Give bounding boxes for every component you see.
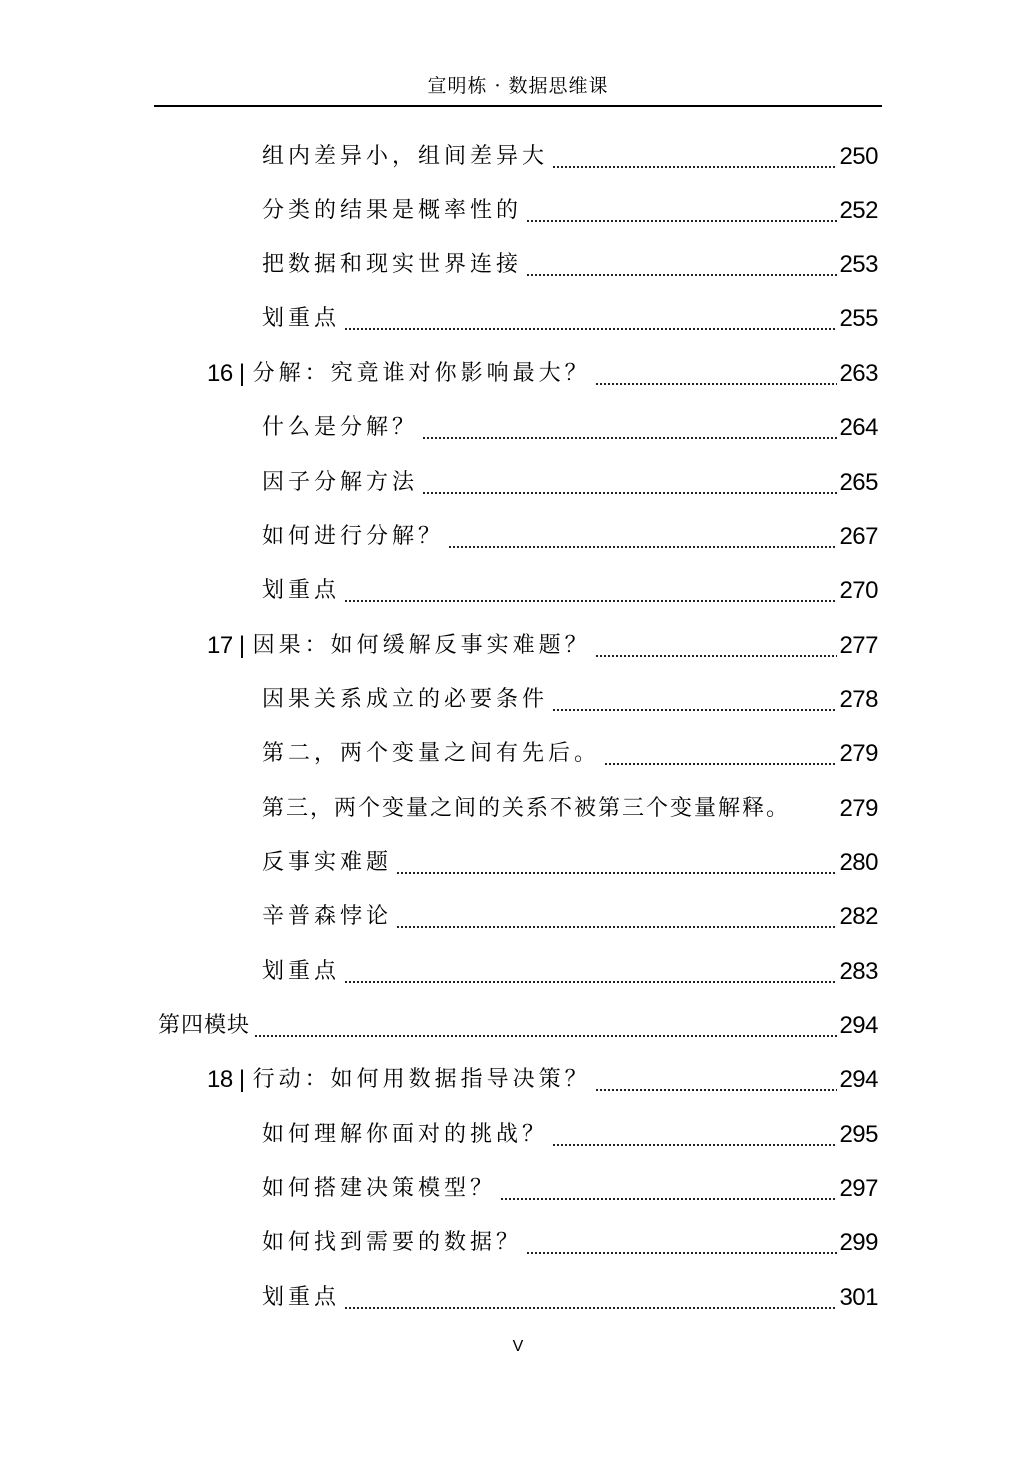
toc-entry[interactable] [262, 514, 878, 554]
toc-entry-page: 283 [839, 958, 878, 985]
toc-leader-dots [344, 1281, 837, 1315]
toc-leader-dots [595, 357, 838, 391]
toc-entry-page: 264 [839, 414, 878, 441]
toc-entry-title: 第二，两个变量之间有先后。 [262, 741, 601, 766]
toc-entry[interactable] [262, 786, 878, 826]
toc-entry-page: 295 [839, 1121, 878, 1148]
toc-entry[interactable] [262, 296, 878, 336]
toc-entry-title: 行动：如何用数据指导决策？ [252, 1067, 591, 1092]
toc-leader-dots [552, 140, 837, 174]
toc-leader-dots [254, 1009, 837, 1043]
toc-entry-page: 270 [839, 577, 878, 604]
toc-entry[interactable] [262, 568, 878, 608]
toc-entry[interactable] [262, 731, 878, 771]
toc-entry-page: 280 [839, 849, 878, 876]
toc-entry-title: 辛普森悖论 [262, 904, 393, 929]
toc-entry-title: 反事实难题 [262, 850, 393, 875]
toc-leader-dots [552, 1118, 837, 1152]
toc-leader-dots [552, 683, 837, 717]
toc-entry-title: 如何找到需要的数据？ [262, 1230, 523, 1255]
toc-entry[interactable] [262, 460, 878, 500]
toc-entry-page: 277 [839, 632, 878, 659]
toc-entry-title: 如何理解你面对的挑战？ [262, 1122, 549, 1147]
toc-entry-page: 279 [839, 740, 878, 767]
toc-entry-page: 252 [839, 197, 878, 224]
toc-entry-page: 263 [839, 360, 878, 387]
toc-entry-title: 因果关系成立的必要条件 [262, 687, 549, 712]
toc-entry-page: 279 [839, 795, 878, 822]
toc-entry[interactable] [262, 677, 878, 717]
toc-entry[interactable] [262, 242, 878, 282]
toc-entry-title: 如何搭建决策模型？ [262, 1176, 497, 1201]
toc-leader-dots [344, 955, 837, 989]
toc-leader-dots [396, 900, 837, 934]
toc-module-entry[interactable] [158, 1003, 878, 1043]
toc-entry-page: 294 [839, 1066, 878, 1093]
toc-leader-dots [344, 302, 837, 336]
toc-entry[interactable] [262, 1166, 878, 1206]
toc-entry-page: 253 [839, 251, 878, 278]
toc-entry-title: 如何进行分解？ [262, 524, 445, 549]
toc-entry[interactable] [262, 134, 878, 174]
toc-entry-title: 组内差异小，组间差异大 [262, 144, 549, 169]
toc-leader-dots [344, 574, 837, 608]
toc-chapter-entry[interactable] [207, 623, 878, 663]
toc-entry-title: 因果：如何缓解反事实难题？ [252, 633, 591, 658]
toc-leader-dots [595, 629, 838, 663]
toc-chapter-number: 18 | [207, 1066, 245, 1093]
toc-entry-page: 297 [839, 1175, 878, 1202]
toc-leader-dots [500, 1172, 837, 1206]
toc-entry-title: 划重点 [262, 578, 341, 603]
toc-leader-dots [422, 466, 837, 500]
toc-entry[interactable] [262, 405, 878, 445]
toc-entry[interactable] [262, 1112, 878, 1152]
toc-entry-title: 划重点 [262, 1285, 341, 1310]
toc-entry-page: 267 [839, 523, 878, 550]
toc-entry-title: 分解：究竟谁对你影响最大？ [252, 361, 591, 386]
toc-entry[interactable] [262, 1220, 878, 1260]
toc-chapter-entry[interactable] [207, 1057, 878, 1097]
toc-entry[interactable] [262, 840, 878, 880]
toc-entry-title: 分类的结果是概率性的 [262, 198, 523, 223]
toc-entry-title: 划重点 [262, 306, 341, 331]
toc-chapter-entry[interactable] [207, 351, 878, 391]
running-header: 宣明栋 · 数据思维课 [427, 75, 609, 97]
toc-entry[interactable] [262, 949, 878, 989]
toc-chapter-number: 16 | [207, 360, 245, 387]
toc-leader-dots [448, 520, 837, 554]
toc-leader-dots [422, 411, 837, 445]
toc-leader-dots [526, 194, 837, 228]
toc-entry-page: 250 [839, 143, 878, 170]
toc-entry-page: 299 [839, 1229, 878, 1256]
toc-entry-page: 278 [839, 686, 878, 713]
toc-leader-dots [526, 248, 837, 282]
page-number: V [512, 1338, 524, 1355]
toc-leader-dots [595, 1063, 838, 1097]
toc-entry-page: 301 [839, 1284, 878, 1311]
toc-entry-title: 划重点 [262, 959, 341, 984]
toc-entry-page: 265 [839, 469, 878, 496]
toc-entry-page: 294 [839, 1012, 878, 1039]
toc-entry[interactable] [262, 894, 878, 934]
toc-entry-title: 第四模块 [158, 1013, 251, 1038]
toc-entry-title: 把数据和现实世界连接 [262, 252, 523, 277]
toc-entry[interactable] [262, 1275, 878, 1315]
toc-entry-title: 第三，两个变量之间的关系不被第三个变量解释。 [262, 796, 791, 821]
toc-entry-page: 255 [839, 305, 878, 332]
header-rule [154, 105, 882, 107]
toc-entry-title: 因子分解方法 [262, 470, 419, 495]
toc-chapter-number: 17 | [207, 632, 245, 659]
toc-leader-dots [604, 737, 837, 771]
toc-entry-title: 什么是分解？ [262, 415, 419, 440]
toc-entry-page: 282 [839, 903, 878, 930]
toc-leader-dots [526, 1226, 837, 1260]
toc-leader-dots [396, 846, 837, 880]
toc-entry[interactable] [262, 188, 878, 228]
